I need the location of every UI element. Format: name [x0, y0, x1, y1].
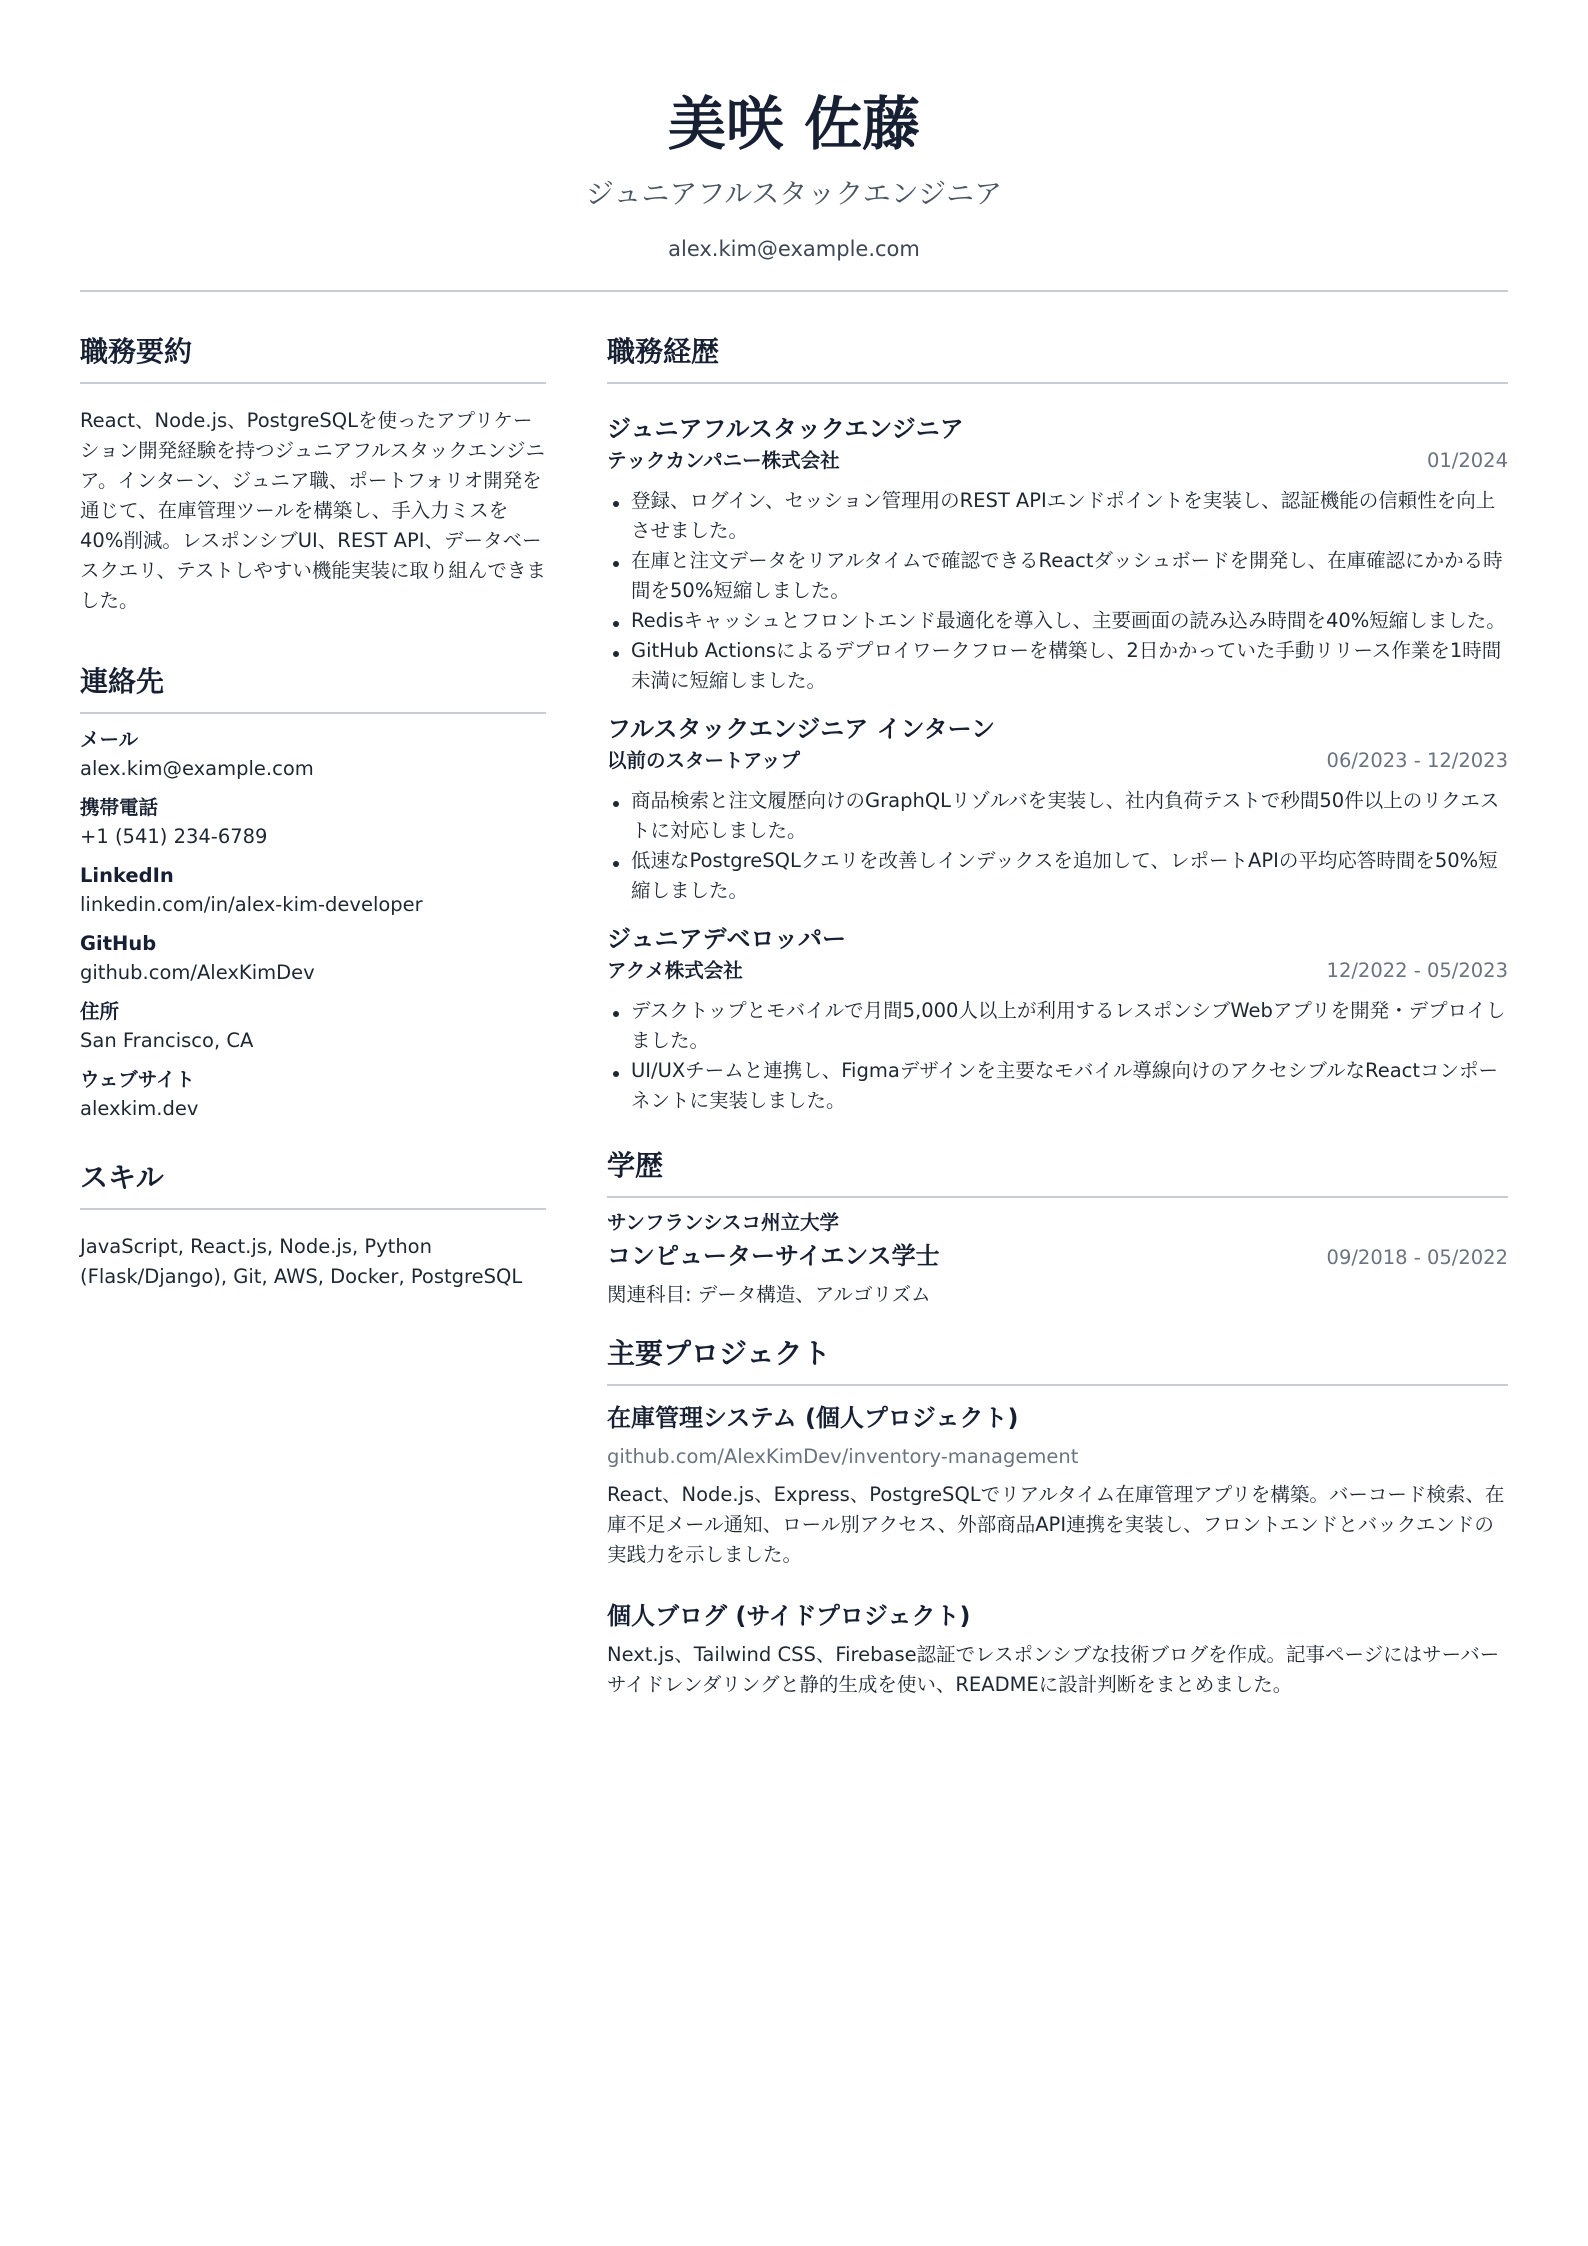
education-school: サンフランシスコ州立大学	[607, 1211, 839, 1234]
candidate-name: 美咲 佐藤	[667, 90, 921, 158]
contact-section	[80, 662, 546, 1124]
experience-title: 職務経歴	[607, 335, 720, 368]
contact-value[interactable]: +1 (541) 234-6789	[80, 825, 268, 848]
job-entry	[607, 922, 1508, 1116]
project-entry	[607, 1598, 1508, 1700]
candidate-role: ジュニアフルスタックエンジニア	[585, 177, 1003, 210]
header-divider	[80, 290, 1508, 292]
contact-website	[80, 1066, 546, 1124]
projects-title: 主要プロジェクト	[607, 1337, 831, 1370]
header-email: alex.kim@example.com	[668, 237, 920, 261]
job-date: 01/2024	[1426, 449, 1508, 472]
job-title: ジュニアフルスタックエンジニア	[607, 415, 964, 443]
job-meta	[607, 746, 1508, 776]
contact-label: ウェブサイト	[80, 1068, 195, 1091]
project-title: 在庫管理システム (個人プロジェクト)	[607, 1404, 1019, 1432]
job-entry	[607, 412, 1508, 696]
summary-section	[80, 332, 546, 616]
job-entry	[607, 712, 1508, 906]
job-meta	[607, 956, 1508, 986]
contact-linkedin	[80, 862, 546, 920]
project-title: 個人ブログ (サイドプロジェクト)	[607, 1602, 971, 1630]
contact-github	[80, 930, 546, 988]
project-description: React、Node.js、Express、PostgreSQLでリアルタイム在庫管理アプリを構築。バーコード検索、在庫不足メール通知、ロール別アクセス、外部商品API連携を実装し、フロントエンドとバックエンドの実践力を示しました。	[607, 1483, 1505, 1566]
list-item: 在庫と注文データをリアルタイムで確認できるReactダッシュボードを開発し、在庫確認にかかる時間を50%短縮しました。	[607, 546, 1508, 606]
job-company: テックカンパニー株式会社	[607, 449, 840, 472]
section-divider	[607, 382, 1508, 384]
education-title: 学歴	[607, 1149, 664, 1182]
contact-phone	[80, 794, 546, 852]
list-item: UI/UXチームと連携し、Figmaデザインを主要なモバイル導線向けのアクセシブルなReactコンポーネントに実装しました。	[607, 1056, 1508, 1116]
list-item: 登録、ログイン、セッション管理用のREST APIエンドポイントを実装し、認証機能の信頼性を向上させました。	[607, 486, 1508, 546]
summary-text: React、Node.js、PostgreSQLを使ったアプリケーション開発経験を持つジュニアフルスタックエンジニア。インターン、ジュニア職、ポートフォリオ開発を通じて、在庫管理ツールを構築し、手入力ミスを40%削減。レスポンシブUI、REST API、データベースクエリ、テストしやすい機能実装に取り組んできました。	[80, 409, 546, 612]
contact-label: 携帯電話	[80, 796, 159, 819]
contact-email	[80, 726, 546, 784]
list-item: 商品検索と注文履歴向けのGraphQLリゾルバを実装し、社内負荷テストで秒間50件以上のリクエストに対応しました。	[607, 786, 1508, 846]
education-degree: コンピューターサイエンス学士	[607, 1242, 940, 1270]
job-bullets	[607, 786, 1508, 906]
contact-address	[80, 998, 546, 1056]
job-company: 以前のスタートアップ	[607, 749, 801, 772]
section-divider	[607, 1196, 1508, 1198]
education-section	[607, 1146, 1508, 1310]
education-degree-row	[607, 1238, 1508, 1274]
experience-section	[607, 332, 1508, 1116]
right-column	[607, 332, 1508, 1728]
section-divider	[607, 1384, 1508, 1386]
left-column	[80, 332, 546, 1338]
contact-value[interactable]: alex.kim@example.com	[80, 757, 314, 780]
contact-value: San Francisco, CA	[80, 1029, 254, 1052]
project-entry	[607, 1400, 1508, 1570]
job-date: 06/2023 - 12/2023	[1326, 749, 1508, 772]
job-bullets	[607, 996, 1508, 1116]
contact-title: 連絡先	[80, 665, 165, 698]
project-description: Next.js、Tailwind CSS、Firebase認証でレスポンシブな技術ブログを作成。記事ページにはサーバーサイドレンダリングと静的生成を使い、READMEに設計判断をまとめました。	[607, 1643, 1500, 1696]
contact-label: メール	[80, 728, 139, 751]
job-title: フルスタックエンジニア インターン	[607, 715, 996, 743]
project-link[interactable]: github.com/AlexKimDev/inventory-management	[607, 1445, 1079, 1468]
contact-label: 住所	[80, 1000, 120, 1023]
resume-header	[0, 82, 1588, 264]
job-company: アクメ株式会社	[607, 959, 743, 982]
skills-title: スキル	[80, 1161, 164, 1194]
job-date: 12/2022 - 05/2023	[1326, 959, 1508, 982]
contact-value[interactable]: github.com/AlexKimDev	[80, 961, 315, 984]
skills-section	[80, 1158, 546, 1292]
projects-section	[607, 1334, 1508, 1700]
contact-label: GitHub	[80, 932, 157, 955]
list-item: 低速なPostgreSQLクエリを改善しインデックスを追加して、レポートAPIの平均応答時間を50%短縮しました。	[607, 846, 1508, 906]
skills-text: JavaScript, React.js, Node.js, Python (Flask/Django), Git, AWS, Docker, PostgreSQL	[80, 1235, 523, 1288]
summary-title: 職務要約	[80, 335, 193, 368]
contact-value[interactable]: linkedin.com/in/alex-kim-developer	[80, 893, 423, 916]
contact-value[interactable]: alexkim.dev	[80, 1097, 199, 1120]
section-divider	[80, 382, 546, 384]
contact-label: LinkedIn	[80, 864, 174, 887]
list-item: デスクトップとモバイルで月間5,000人以上が利用するレスポンシブWebアプリを開発・デプロイしました。	[607, 996, 1508, 1056]
list-item: GitHub Actionsによるデプロイワークフローを構築し、2日かかっていた手動リリース作業を1時間未満に短縮しました。	[607, 636, 1508, 696]
list-item: Redisキャッシュとフロントエンド最適化を導入し、主要画面の読み込み時間を40%短縮しました。	[607, 606, 1508, 636]
job-bullets	[607, 486, 1508, 696]
education-detail: 関連科目: データ構造、アルゴリズム	[607, 1283, 931, 1306]
section-divider	[80, 1208, 546, 1210]
job-meta	[607, 446, 1508, 476]
education-date: 09/2018 - 05/2022	[1326, 1246, 1508, 1269]
job-title: ジュニアデベロッパー	[607, 925, 847, 953]
section-divider	[80, 712, 546, 714]
